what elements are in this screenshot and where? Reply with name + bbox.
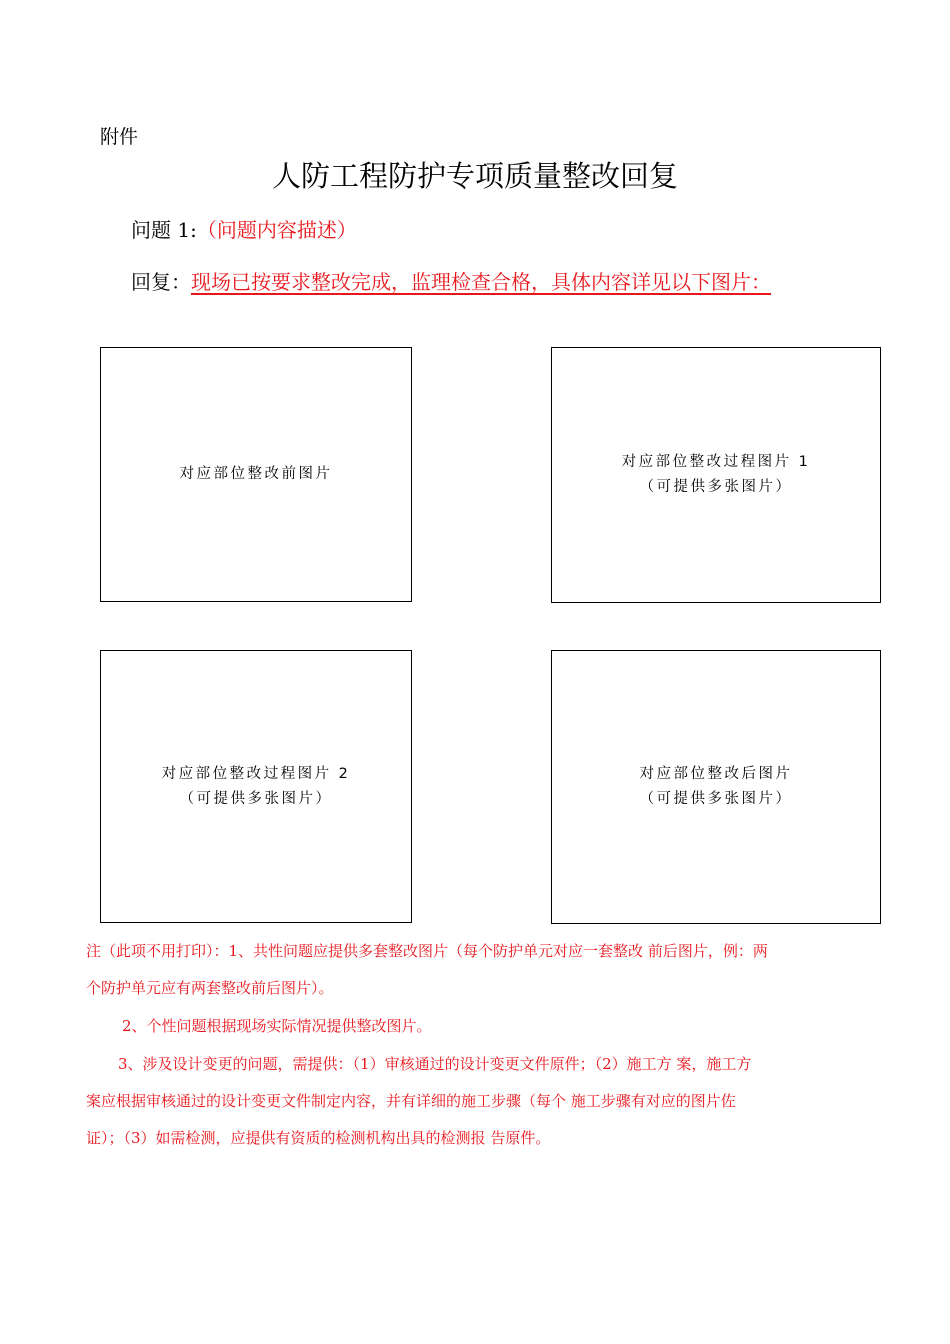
page-title: 人防工程防护专项质量整改回复 [271,159,678,193]
reply-line [131,266,771,295]
reply-label: 回复： [131,270,191,294]
question-line [131,214,357,243]
note-line: 案应根据审核通过的设计变更文件制定内容，并有详细的施工步骤（每个 施工步骤有对应的图片佐 [86,1092,736,1110]
photo-caption: 对应部位整改过程图片 2 [161,765,351,782]
photo-before-box [100,347,412,602]
photo-caption: 对应部位整改后图片 [639,766,793,782]
note-line: 2、个性问题根据现场实际情况提供整改图片。 [122,1017,432,1035]
note-line: 3、涉及设计变更的问题，需提供：（1）审核通过的设计变更文件原件；（2）施工方 案，施工方 [118,1055,752,1073]
photo-caption-note: （可提供多张图片） [639,791,793,807]
photo-process-2-box [100,650,412,923]
photo-caption-note: （可提供多张图片） [639,479,793,495]
note-line: 证）；（3）如需检测，应提供有资质的检测机构出具的检测报 告原件。 [86,1129,551,1147]
note-line: 个防护单元应有两套整改前后图片）。 [86,979,334,997]
question-label: 问题 1: [131,218,197,242]
note-line: 注（此项不用打印）：1、共性问题应提供多套整改图片（每个防护单元对应一套整改 前后图片，例：两 [86,942,768,960]
photo-after-box [551,650,881,924]
question-content: （问题内容描述） [196,218,357,242]
photo-caption-note: （可提供多张图片） [179,790,333,807]
attachment-label: 附件 [100,126,139,148]
photo-process-1-box [551,347,881,603]
photo-caption: 对应部位整改过程图片 1 [621,454,811,470]
photo-caption: 对应部位整改前图片 [179,466,333,482]
reply-content: 现场已按要求整改完成，监理检查合格，具体内容详见以下图片： [191,270,771,294]
